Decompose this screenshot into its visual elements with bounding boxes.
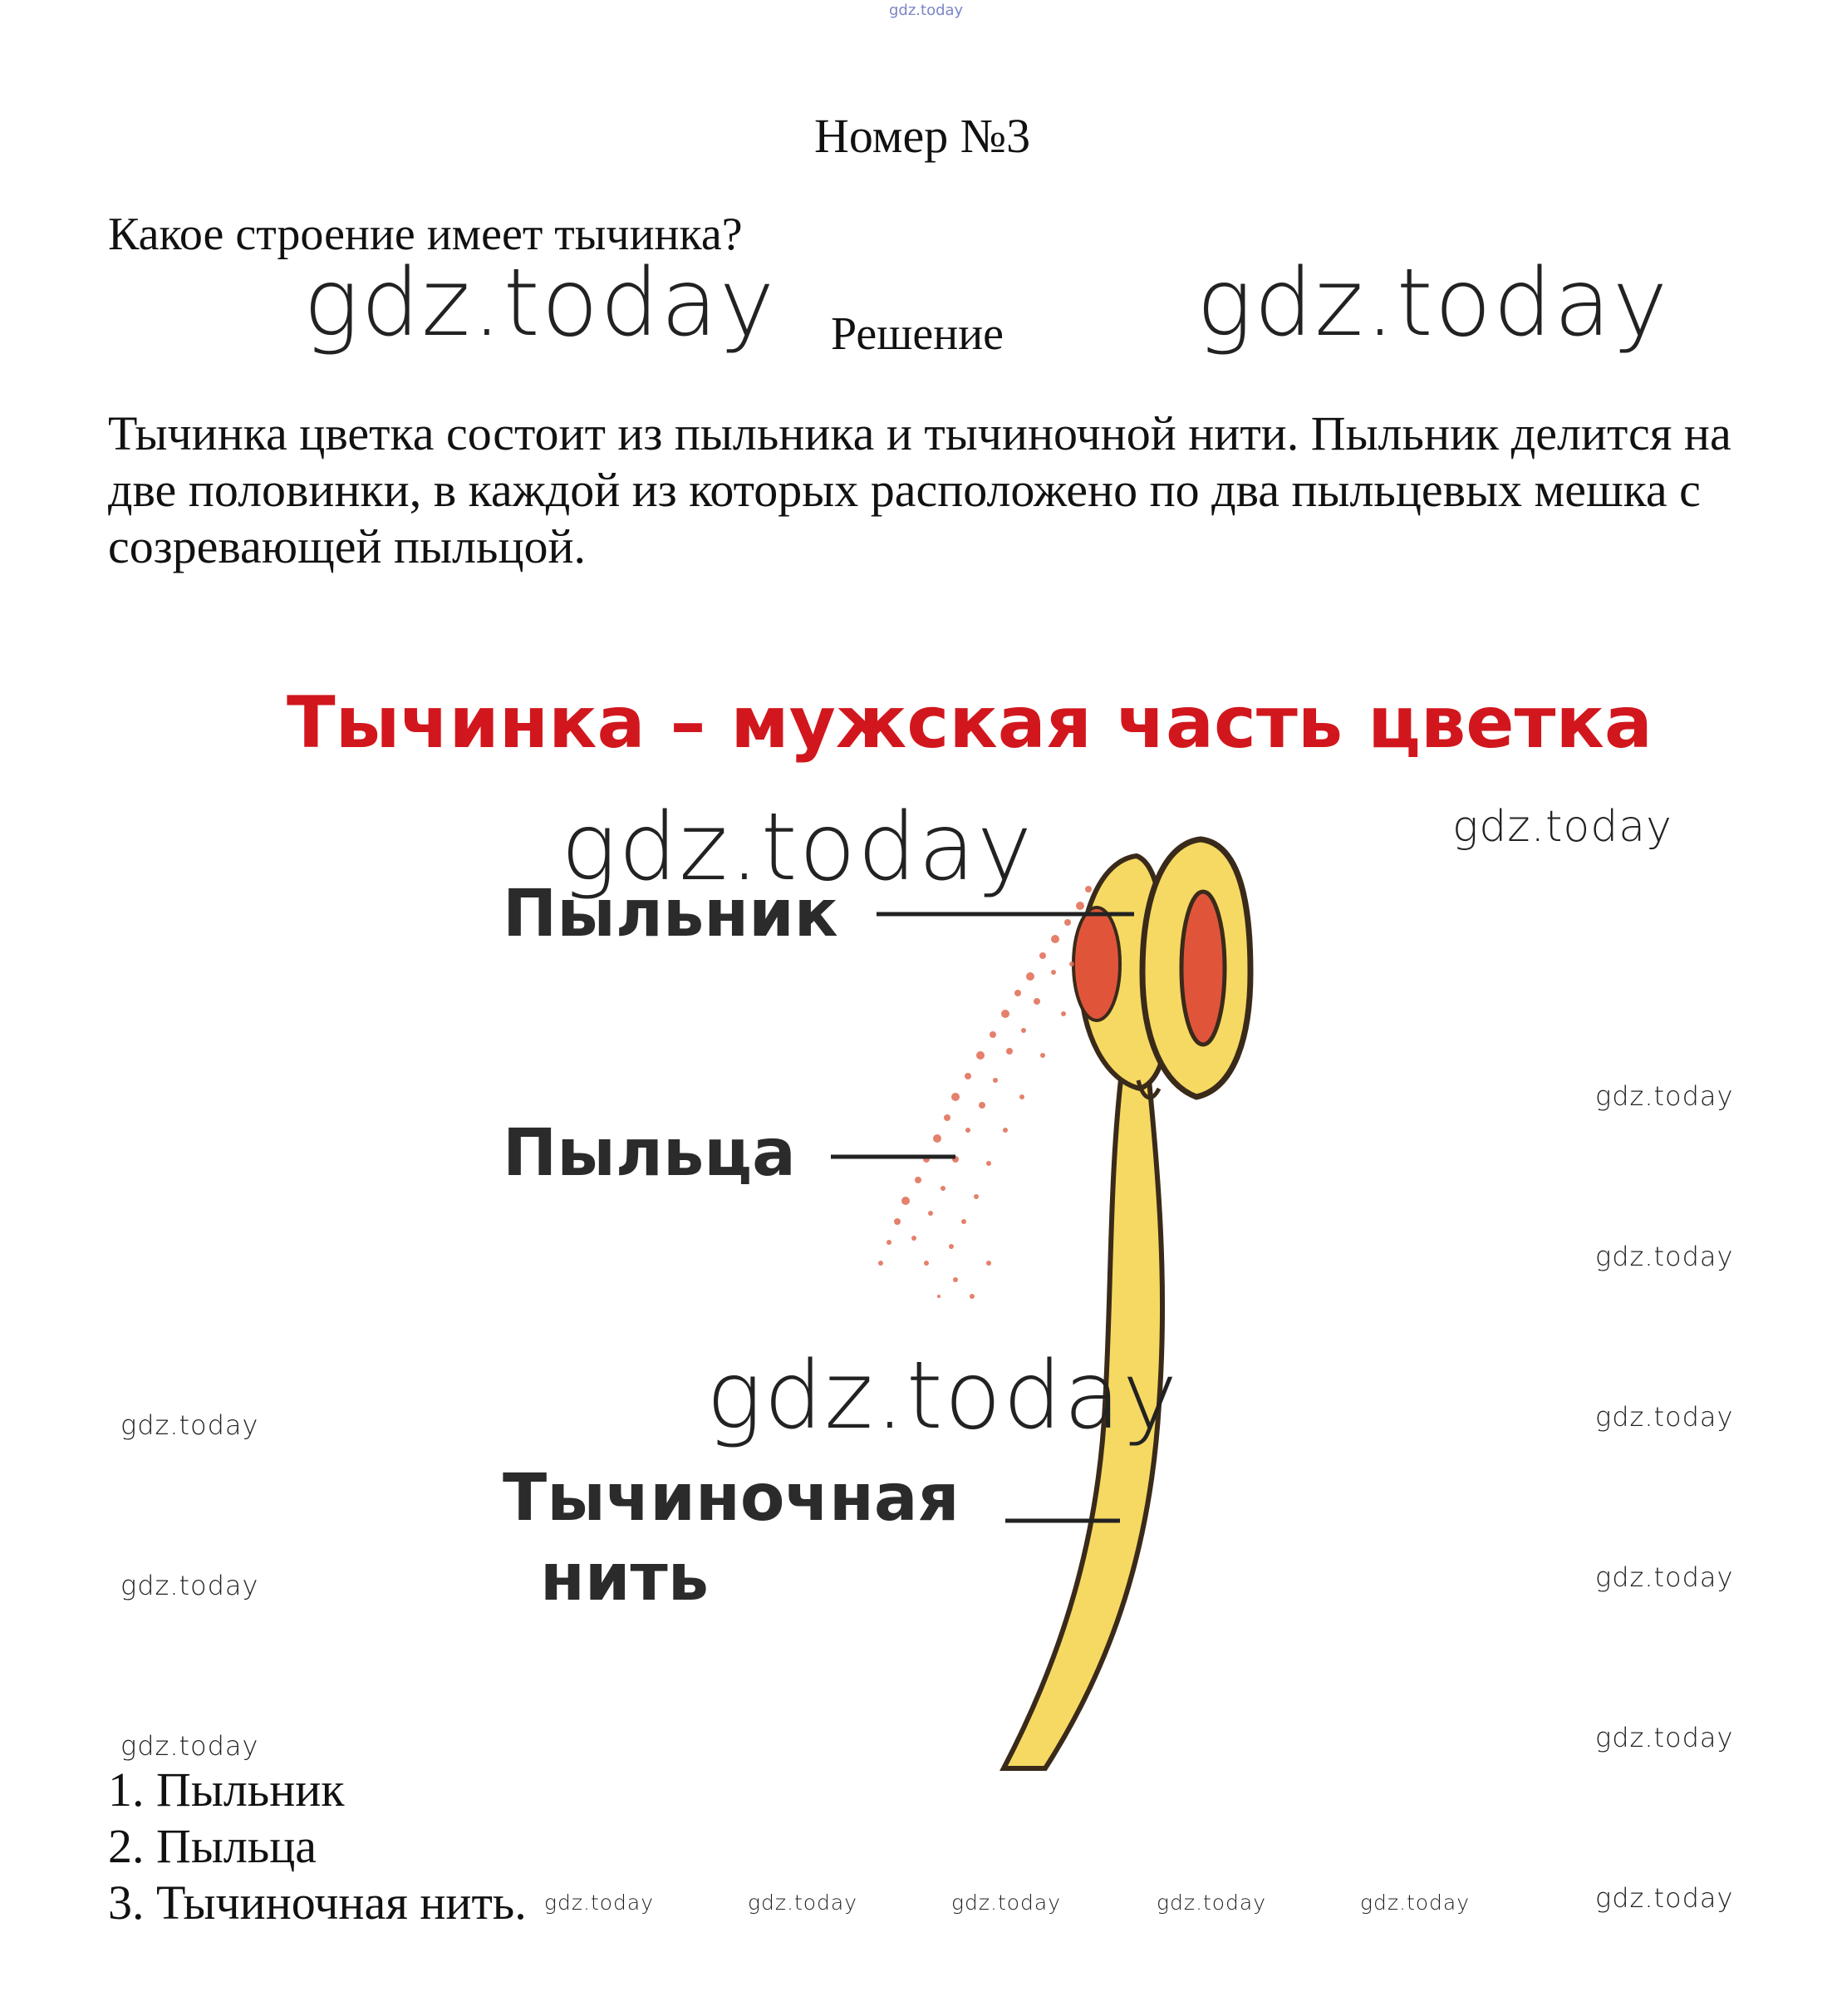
figure-title: Тычинка – мужская часть цветка bbox=[287, 681, 1653, 765]
pollen-sac-right bbox=[1181, 892, 1225, 1045]
answer-item: 1. Пыльник bbox=[108, 1763, 345, 1817]
watermark-small: gdz.today bbox=[544, 1891, 655, 1915]
watermark-small: gdz.today bbox=[1595, 1241, 1734, 1272]
watermark-small: gdz.today bbox=[1157, 1891, 1267, 1915]
answer-item: 2. Пыльца bbox=[108, 1819, 317, 1873]
pollen-cloud bbox=[878, 886, 1092, 1299]
solution-heading: Решение bbox=[831, 308, 1004, 360]
watermark-large: gdz.today bbox=[561, 794, 1034, 902]
watermark-large: gdz.today bbox=[1196, 249, 1670, 357]
pollen-sac-left bbox=[1073, 907, 1120, 1020]
question-text: Какое строение имеет тычинка? bbox=[108, 209, 743, 260]
answer-list bbox=[108, 1762, 527, 1931]
solution-paragraph: Тычинка цветка состоит из пыльника и тычиночной нити. Пыльник делится на две половинки, в каждой из которых расположено по два пыльцевых мешка с созревающей пыльцой. bbox=[108, 406, 1731, 573]
watermark-small: gdz.today bbox=[120, 1570, 259, 1601]
watermark-small: gdz.today bbox=[748, 1891, 858, 1915]
watermark-small: gdz.today bbox=[1595, 1722, 1734, 1753]
watermark-small: gdz.today bbox=[1595, 1561, 1734, 1593]
watermark-small: gdz.today bbox=[120, 1730, 259, 1762]
watermark-small: gdz.today bbox=[120, 1409, 259, 1441]
watermark-small: gdz.today bbox=[1360, 1891, 1471, 1915]
watermark-small: gdz.today bbox=[1595, 1882, 1734, 1914]
watermark-small: gdz.today bbox=[1595, 1080, 1734, 1112]
label-filament-line2: нить bbox=[540, 1541, 710, 1615]
answer-item: 3. Тычиночная нить. bbox=[108, 1876, 527, 1930]
watermark-large: gdz.today bbox=[706, 1342, 1180, 1450]
top-watermark: gdz.today bbox=[889, 2, 964, 19]
label-filament-line1: Тычиночная bbox=[503, 1461, 960, 1536]
label-anther: Пыльник bbox=[503, 877, 838, 951]
page-title: Номер №3 bbox=[814, 109, 1031, 163]
label-pollen: Пыльца bbox=[503, 1116, 796, 1191]
watermark-medium: gdz.today bbox=[1452, 802, 1672, 852]
watermark-small: gdz.today bbox=[1595, 1401, 1734, 1433]
watermark-small: gdz.today bbox=[951, 1891, 1062, 1915]
watermark-large: gdz.today bbox=[303, 249, 777, 357]
